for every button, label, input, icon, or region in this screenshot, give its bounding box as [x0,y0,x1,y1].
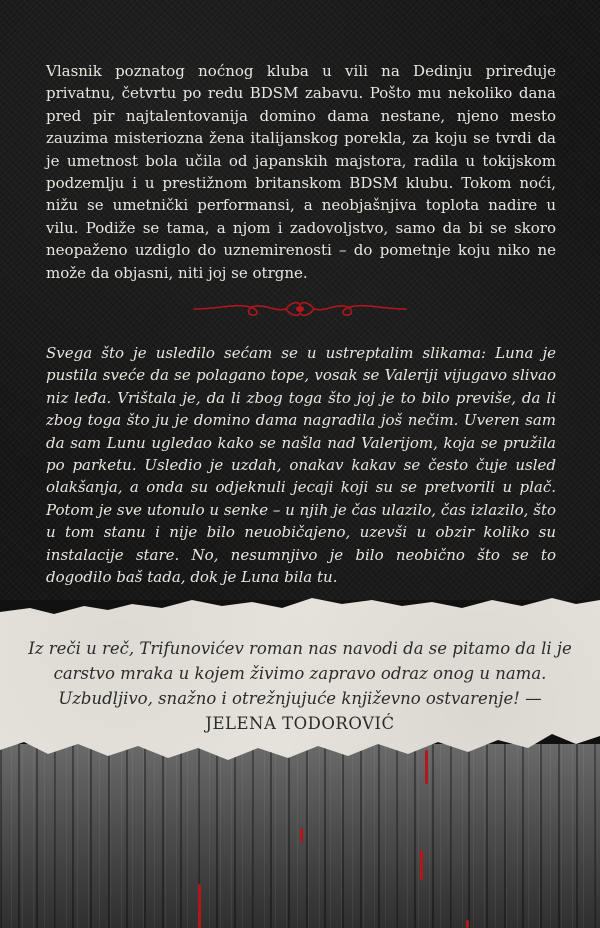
blood-drip [420,850,423,880]
blood-drip [300,828,303,842]
painted-wood-background [0,744,600,928]
review-author: JELENA TODOROVIĆ [205,714,395,733]
review-line-1: Iz reči u reč, Trifunovićev roman nas navodi da se pitamo da li je [28,639,572,658]
blood-drip [198,884,201,928]
review-quote [0,636,600,736]
blood-drip [466,920,469,928]
description-paragraph: Vlasnik poznatog noćnog kluba u vili na Dedinju priređuje privatnu, četvrtu po redu BDSM zabavu. Pošto mu nekoliko dana pred pir najtalentovanija domino dama nestane, njeno mesto zauzima misteriozna žena italijanskog porekla, za koju se tvrdi da je umetnost bola učila od japanskih majstora, radila u tokijskom podzemlju i u prestižnom britanskom BDSM klubu. Tokom noći, nižu se umetnički performansi, a neobjašnjiva toplota nadire u vilu. Podiže se tama, a njom i zadovoljstvo, samo da bi se skoro neopaženo uzdiglo do uznemirenosti – do pometnje koju niko ne može da objasni, niti joj se otrgne. [46,62,556,282]
blood-drip [425,750,428,784]
excerpt-paragraph: Svega što je usledilo sećam se u ustreptalim slikama: Luna je pustila sveće da se polagano tope, vosak se Valeriji vijugavo slivao niz leđa. Vrištala je, da li zbog toga što joj je to bilo previše, da li zbog toga što ju je domino dama nagradila još nečim. Uveren sam da sam Lunu ugledao kako se našla nad Valerijom, koja se pružila po parketu. Usledio je uzdah, onakav kakav se često čuje usled olakšanja, a onda su odjeknuli jecaji koji su se pretvorili u plač. Potom je sve utonulo u senke – u njih je čas ulazilo, čas izlazilo, što u tom stanu i nije bilo neuobičajeno, uzevši u obzir koliko su instalacije stare. No, nesumnjivo je bilo neobično što se to dogodilo baš tada, dok je Luna bila tu. [46,344,556,587]
review-line-2: carstvo mraka u kojem živimo zapravo odraz onog u nama. [53,664,547,683]
review-line-3: Uzbudljivo, snažno i otrežnjujuće književno ostvarenje! — [58,689,542,708]
ornament-divider-icon [190,296,410,322]
